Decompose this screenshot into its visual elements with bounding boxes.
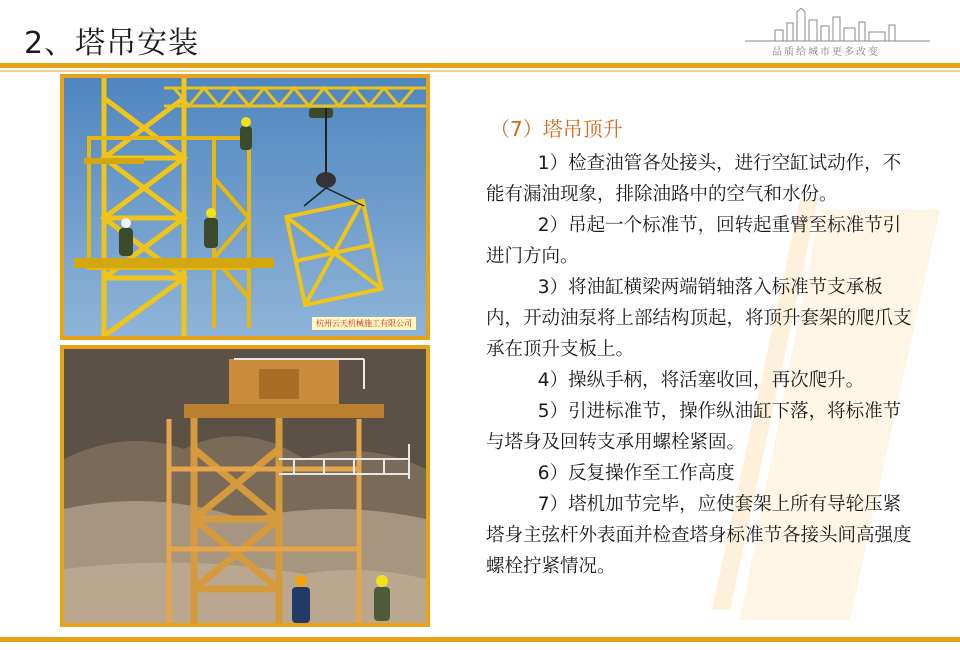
top-divider (0, 63, 960, 68)
top-divider-thin (0, 70, 960, 72)
photo-credit-label: 杭州云天机械施工有限公司 (312, 317, 416, 330)
step-2-text: 2）吊起一个标准节，回转起重臂至标准节引进门方向。 (486, 215, 902, 267)
section-heading: （7）塔吊顶升 (490, 117, 623, 141)
slogan: 品质给城市更多改变 (772, 47, 880, 58)
crane-cage-hillside-photo (60, 345, 430, 627)
step-6-text: 6）反复操作至工作高度 (537, 463, 735, 484)
step-1-text: 1）检查油管各处接头，进行空缸试动作，不能有漏油现象，排除油路中的空气和水份。 (486, 153, 902, 205)
step-4-text: 4）操纵手柄，将活塞收回，再次爬升。 (537, 370, 865, 391)
step-3-text: 3）将油缸横梁两端销轴落入标准节支承板内，开动油泵将上部结构顶起，将顶升套架的爬爪支承在顶升支板上。 (486, 277, 912, 360)
bottom-divider (0, 637, 960, 642)
text-content (486, 116, 916, 582)
step-5-text: 5）引进标准节，操作纵油缸下落，将标准节与塔身及回转支承用螺栓紧固。 (486, 401, 902, 453)
step-7-text: 7）塔机加节完毕，应使套架上所有导轮压紧塔身主弦杆外表面并检查塔身标准节各接头间高强度螺栓拧紧情况。 (486, 494, 912, 577)
slide-title: 2、塔吊安装 (24, 26, 200, 61)
crane-climbing-photo (60, 74, 430, 340)
